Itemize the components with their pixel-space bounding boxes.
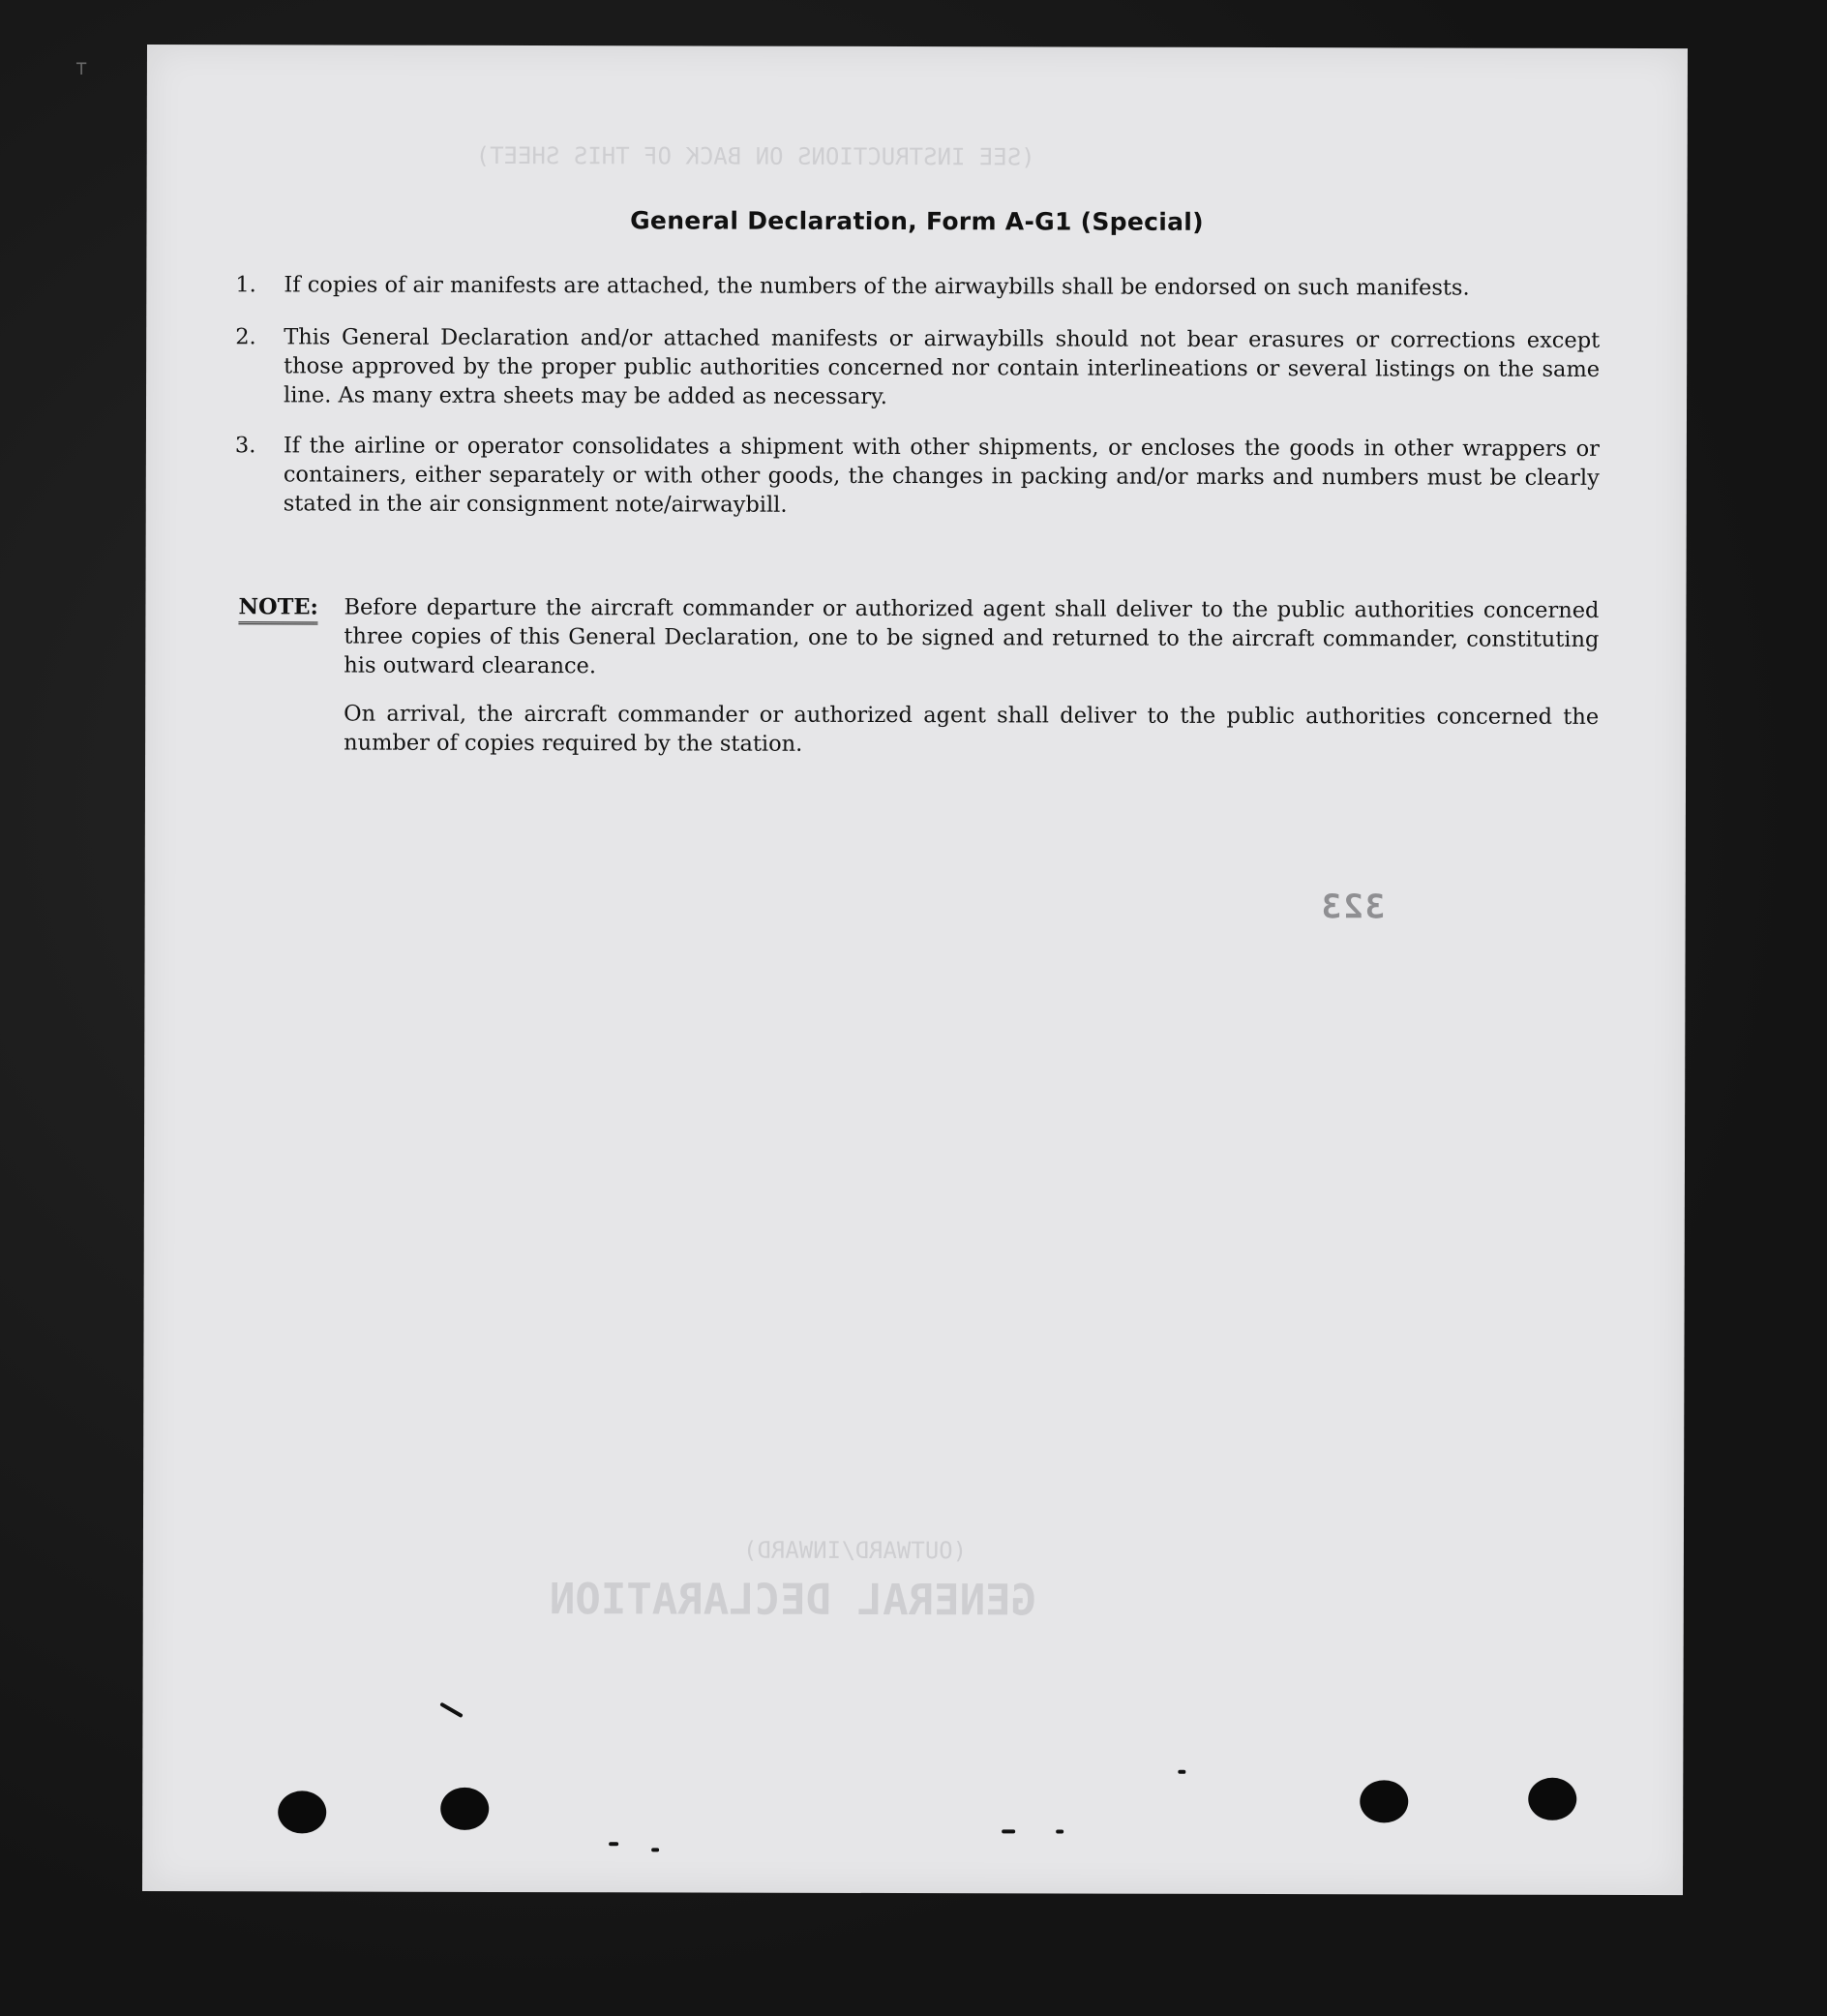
bleed-through-stamp-number: 323 [1319,888,1386,927]
scan-speck [1056,1829,1063,1833]
instruction-number: 1. [235,272,256,298]
instruction-text: If copies of air manifests are attached, the numbers of the airwaybills shall be endorsed on such manifests. [284,272,1470,301]
instruction-text: If the airline or operator consolidates a shipment with other shipments, or encloses the goods in other wrappers or containers, either separately or with other goods, the changes in packing and/or marks and numbers must be clearly stated in the air consignment note/airwaybill. [283,433,1600,518]
instruction-item [235,431,1600,522]
punch-hole [1528,1778,1576,1820]
instruction-number: 2. [235,324,256,350]
instruction-number: 3. [234,433,256,459]
scan-speck [651,1848,659,1851]
bleed-through-heading-main: GENERAL DECLARATION [549,1575,1037,1626]
instruction-text: This General Declaration and/or attached manifests or airwaybills should not bear erasures or corrections except those approved by the proper public authorities concerned nor contain interlineations or several listings on the same line. As many extra sheets may be added as necessary. [284,324,1601,410]
punch-hole [278,1790,326,1833]
punch-hole [440,1788,489,1830]
scan-speck [1178,1770,1185,1774]
page-title: General Declaration, Form A-G1 (Special) [630,206,1204,236]
bleed-through-heading-sub: (OUTWARD/INWARD) [742,1536,968,1565]
scan-corner-mark: ⊤ [75,56,88,79]
scan-speck [1002,1829,1015,1833]
note-paragraph-2: On arrival, the aircraft commander or authorized agent shall deliver to the public authorities concerned the number of copies required by the station. [344,701,1600,757]
instruction-item [235,270,1600,303]
instruction-item [235,322,1600,413]
scan-speck [609,1842,618,1846]
punch-hole [1360,1780,1408,1822]
note-label: NOTE: [238,592,317,624]
document-page [142,45,1688,1895]
scan-speck [439,1702,463,1719]
bleed-through-heading-top: (SEE INSTRUCTIONS ON BACK OF THIS SHEET) [475,141,1035,171]
note-paragraph-1: Before departure the aircraft commander or authorized agent shall deliver to the public authorities concerned three copies of this General Declaration, one to be signed and returned to the aircraft commander, constituting his outward clearance. [344,594,1600,679]
